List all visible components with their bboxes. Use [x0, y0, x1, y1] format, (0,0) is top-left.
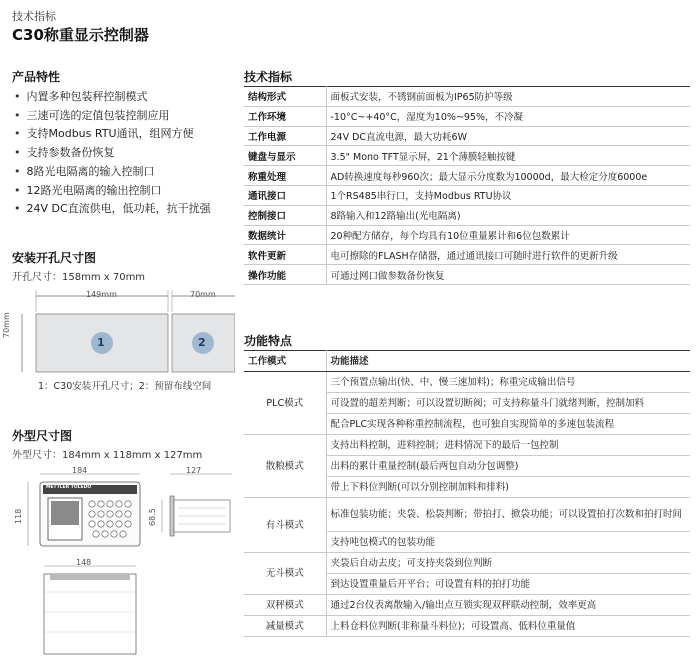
category-label: 技术指标 [12, 10, 56, 23]
table-row: 工作环境 -10°C~+40°C，湿度为10%~95%，不冷凝 [244, 106, 690, 126]
bottom-body [44, 574, 136, 654]
table-row: 带上下料位判断(可以分别控制加料和排料) [244, 477, 690, 498]
page-title: C30称重显示控制器 [12, 26, 149, 44]
specs-heading: 技术指标 [244, 70, 293, 84]
table-row: 键盘与显示 3.5" Mono TFT显示屏，21个薄膜轻触按键 [244, 146, 690, 166]
feature-item: • 内置多种包装秤控制模式 [14, 88, 234, 107]
features-heading: 产品特性 [12, 70, 61, 84]
table-row: 操作功能 可通过网口做参数备份恢复 [244, 265, 690, 285]
bottom-width-label: 148 [76, 558, 92, 567]
features-list [14, 88, 234, 219]
cutout-caption: 1：C30安装开孔尺寸；2：预留布线空间 [38, 381, 212, 392]
table-row: 通讯接口 1个RS485串行口，支持Modbus RTU协议 [244, 185, 690, 205]
col-desc-header: 功能描述 [326, 351, 690, 372]
table-row: 可设置的超差判断；可以设置切断阀；可支持称量斗门就绪判断，控制加料 [244, 393, 690, 414]
feature-item: • 支持参数备份恢复 [14, 144, 234, 163]
specs-table [244, 86, 690, 285]
outline-diagram [10, 462, 235, 662]
feature-item: • 24V DC直流供电，低功耗，抗干扰强 [14, 200, 234, 219]
outline-heading: 外型尺寸图 [12, 429, 73, 443]
table-row: 数据统计 20种配方储存，每个均具有10位重量累计和6位包数累计 [244, 225, 690, 245]
functions-heading: 功能特点 [244, 334, 293, 348]
table-row: 双秤模式 通过2台仪表离散输入/输出点互锁实现双秤联动控制，效率更高 [244, 595, 690, 616]
brand-logo: METTLER TOLEDO [46, 485, 92, 490]
side-height-label: 68.5 [148, 508, 157, 526]
cutout-size-text: 开孔尺寸：158mm x 70mm [12, 272, 146, 283]
table-row: PLC模式 三个预置点输出(快、中、慢三速加料)；称重完成输出信号 [244, 372, 690, 393]
dim-gap-label: 70mm [190, 290, 216, 299]
badge-2-text: 2 [198, 336, 206, 349]
display-area [51, 501, 79, 525]
table-row: 工作电源 24V DC直流电源，最大功耗6W [244, 126, 690, 146]
front-width-label: 184 [72, 466, 88, 475]
table-row: 到达设置重量后开平台；可设置有料的拍打功能 [244, 574, 690, 595]
table-row: 出料的累计重量控制(最后两包自动分包调整) [244, 456, 690, 477]
side-depth-label: 127 [186, 466, 202, 475]
col-mode-header: 工作模式 [244, 351, 326, 372]
feature-item: • 12路光电隔离的输出控制口 [14, 182, 234, 201]
feature-item: • 三速可选的定值包装控制应用 [14, 107, 234, 126]
table-row: 减量模式 上料仓料位判断(非称量斗料位)；可设置高、低料位重量值 [244, 616, 690, 637]
table-header-row [244, 351, 690, 372]
table-row: 有斗模式 标准包装功能；夹袋、松袋判断；带拍打、掀袋功能；可以设置拍打次数和拍打时间 [244, 498, 690, 532]
table-row: 结构形式 面板式安装，不锈钢前面板为IP65防护等级 [244, 87, 690, 107]
table-row: 无斗模式 夹袋后自动去皮；可支持夹袋到位判断 [244, 553, 690, 574]
functions-table [244, 350, 690, 637]
table-row: 称重处理 AD转换速度每秒960次；最大显示分度数为10000d，最大检定分度6000e [244, 166, 690, 186]
dim-width-label: 149mm [86, 290, 117, 299]
front-height-label: 118 [14, 508, 23, 524]
feature-item: • 支持Modbus RTU通讯，组网方便 [14, 125, 234, 144]
dim-height-label: 70mm [2, 312, 11, 338]
badge-1-text: 1 [97, 336, 105, 349]
feature-item: • 8路光电隔离的输入控制口 [14, 163, 234, 182]
table-row: 散粮模式 支持出料控制，进料控制；进料情况下的最后一包控制 [244, 435, 690, 456]
cutout-heading: 安装开孔尺寸图 [12, 251, 97, 265]
table-row: 控制接口 8路输入和12路输出(光电隔离) [244, 205, 690, 225]
table-row: 配合PLC实现各种称重控制流程，也可独自实现简单的多速包装流程 [244, 414, 690, 435]
table-row: 支持吨包模式的包装功能 [244, 532, 690, 553]
outline-size-text: 外型尺寸：184mm x 118mm x 127mm [12, 450, 203, 461]
table-row: 软件更新 电可擦除的FLASH存储器，通过通讯接口可随时进行软件的更新升级 [244, 245, 690, 265]
